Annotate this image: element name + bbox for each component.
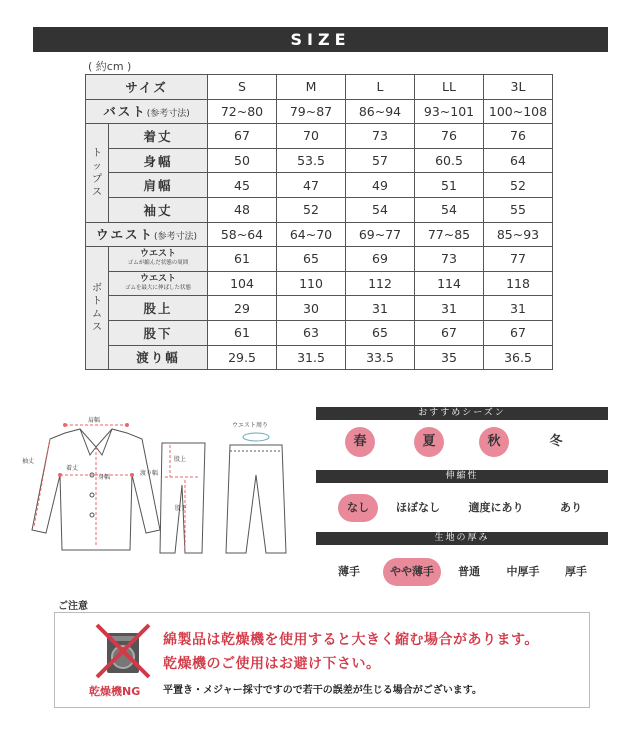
table-cell: 69~77: [346, 222, 415, 247]
stretch-moderate: 適度にあり: [468, 501, 524, 514]
bottoms-group-label: [86, 247, 109, 370]
thickness-normal: 普通: [458, 565, 480, 578]
header-cell: S: [208, 75, 277, 100]
pants-front-icon: [226, 433, 286, 553]
thickness-options: [316, 558, 608, 586]
bust-label-text: バスト: [103, 104, 147, 120]
table-cell: 60.5: [415, 148, 484, 173]
bottoms-waist-sub: ゴムを最大に伸ばした状態: [124, 284, 191, 291]
table-cell: 54: [346, 197, 415, 222]
season-summer: 夏: [414, 427, 444, 457]
waist-note: (参考寸法): [153, 232, 198, 243]
rise-label: 股上: [174, 456, 187, 463]
table-cell: 79~87: [277, 99, 346, 124]
table-cell: 61: [208, 320, 277, 345]
caution-line-1: 綿製品は乾燥機を使用すると大きく縮む場合があります。: [163, 632, 539, 648]
table-cell: 73: [415, 247, 484, 272]
tops-row: [86, 173, 553, 198]
inseam-label: 股下: [175, 505, 188, 512]
caution-title: ご注意: [58, 601, 88, 612]
sleeve-label: 袖丈: [22, 458, 35, 465]
table-cell: 69: [346, 247, 415, 272]
season-winter: 冬: [549, 434, 563, 449]
table-cell: 50: [208, 148, 277, 173]
bottoms-label: 股下: [109, 320, 208, 345]
stretch-options: [316, 494, 608, 522]
table-cell: 100~108: [484, 99, 553, 124]
header-cell: L: [346, 75, 415, 100]
table-cell: 77: [484, 247, 553, 272]
table-cell: 61: [208, 247, 277, 272]
table-cell: 64~70: [277, 222, 346, 247]
bust-label: [86, 99, 208, 124]
thickness-slightly-thin: やや薄手: [383, 558, 441, 586]
table-cell: 47: [277, 173, 346, 198]
table-cell: 86~94: [346, 99, 415, 124]
header-cell: LL: [415, 75, 484, 100]
thickness-thick: 厚手: [565, 565, 587, 578]
table-cell: 31.5: [277, 345, 346, 370]
dryer-ng-label: 乾燥機NG: [89, 685, 141, 698]
header-cell: M: [277, 75, 346, 100]
table-cell: 104: [208, 271, 277, 296]
table-cell: 33.5: [346, 345, 415, 370]
table-cell: 112: [346, 271, 415, 296]
table-cell: 77~85: [415, 222, 484, 247]
bottoms-waist-title: ウエスト: [139, 273, 176, 284]
table-cell: 72~80: [208, 99, 277, 124]
bottoms-label: 渡り幅: [109, 345, 208, 370]
size-banner: SIZE: [33, 27, 608, 52]
table-cell: 85~93: [484, 222, 553, 247]
shoulder-label: 肩幅: [88, 417, 101, 424]
bust-note: (参考寸法): [146, 109, 190, 120]
table-cell: 70: [277, 124, 346, 149]
table-cell: 63: [277, 320, 346, 345]
table-header-row: [86, 75, 553, 100]
unit-note: ( 約cm ): [88, 60, 132, 73]
bottoms-row: [86, 345, 553, 370]
garment-illustration: [20, 415, 310, 565]
table-cell: 67: [484, 320, 553, 345]
tops-row: [86, 197, 553, 222]
table-cell: 76: [484, 124, 553, 149]
table-cell: 65: [277, 247, 346, 272]
bottoms-row: [86, 271, 553, 296]
tops-group-text: トップス: [92, 147, 102, 198]
header-cell: 3L: [484, 75, 553, 100]
length-label: 着丈: [66, 465, 79, 472]
stretch-almost-none: ほぼなし: [396, 501, 440, 514]
thickness-title: 生地の厚み: [316, 532, 608, 545]
season-title: おすすめシーズン: [316, 407, 608, 420]
stretch-none: なし: [338, 494, 378, 522]
bottoms-group-text: ボトムス: [92, 283, 102, 334]
waist-label: [86, 222, 208, 247]
table-cell: 67: [415, 320, 484, 345]
thickness-medium: 中厚手: [506, 565, 540, 578]
table-cell: 52: [277, 197, 346, 222]
table-cell: 49: [346, 173, 415, 198]
table-cell: 55: [484, 197, 553, 222]
table-cell: 53.5: [277, 148, 346, 173]
stretch-yes: あり: [560, 501, 582, 514]
table-cell: 65: [346, 320, 415, 345]
table-cell: 67: [208, 124, 277, 149]
table-cell: 35: [415, 345, 484, 370]
table-cell: 73: [346, 124, 415, 149]
table-cell: 52: [484, 173, 553, 198]
body-width-label: 身幅: [98, 474, 111, 481]
bust-row: [86, 99, 553, 124]
waist-row: [86, 222, 553, 247]
waist-around-label: ウエスト周り: [232, 422, 269, 429]
tops-label: 袖丈: [109, 197, 208, 222]
table-cell: 31: [346, 296, 415, 321]
table-cell: 57: [346, 148, 415, 173]
table-cell: 54: [415, 197, 484, 222]
table-cell: 64: [484, 148, 553, 173]
table-cell: 31: [415, 296, 484, 321]
season-options: [316, 428, 608, 456]
thickness-thin: 薄手: [338, 565, 360, 578]
tops-label: 肩幅: [109, 173, 208, 198]
table-cell: 29: [208, 296, 277, 321]
table-cell: 51: [415, 173, 484, 198]
table-cell: 29.5: [208, 345, 277, 370]
bottoms-label: 股上: [109, 296, 208, 321]
bottoms-waist-title: ウエスト: [139, 248, 176, 259]
waist-label-text: ウエスト: [95, 227, 154, 243]
bottoms-row: [86, 247, 553, 272]
bottoms-waist-sub: ゴムが縮んだ状態の周囲: [127, 259, 189, 266]
caution-line-3: 平置き・メジャー採寸ですので若干の誤差が生じる場合がございます。: [163, 685, 482, 696]
table-cell: 30: [277, 296, 346, 321]
table-cell: 118: [484, 271, 553, 296]
tops-row: [86, 148, 553, 173]
size-table: [85, 74, 553, 370]
thigh-label: 渡り幅: [140, 470, 159, 477]
bottoms-waist-label: [109, 271, 208, 296]
season-autumn: 秋: [479, 427, 509, 457]
bottoms-row: [86, 320, 553, 345]
table-cell: 76: [415, 124, 484, 149]
caution-line-2: 乾燥機のご使用はお避け下さい。: [163, 656, 381, 672]
table-cell: 36.5: [484, 345, 553, 370]
season-spring: 春: [345, 427, 375, 457]
table-cell: 31: [484, 296, 553, 321]
table-cell: 110: [277, 271, 346, 296]
caution-box: [54, 612, 590, 708]
table-cell: 48: [208, 197, 277, 222]
bottoms-row: [86, 296, 553, 321]
tops-label: 着丈: [109, 124, 208, 149]
header-size: サイズ: [86, 75, 208, 100]
tops-group-label: [86, 124, 109, 222]
dryer-ng-icon: [93, 621, 153, 681]
bottoms-waist-label: [109, 247, 208, 272]
tops-row: [86, 124, 553, 149]
table-cell: 93~101: [415, 99, 484, 124]
table-cell: 58~64: [208, 222, 277, 247]
table-cell: 114: [415, 271, 484, 296]
table-cell: 45: [208, 173, 277, 198]
tops-label: 身幅: [109, 148, 208, 173]
stretch-title: 伸縮性: [316, 470, 608, 483]
